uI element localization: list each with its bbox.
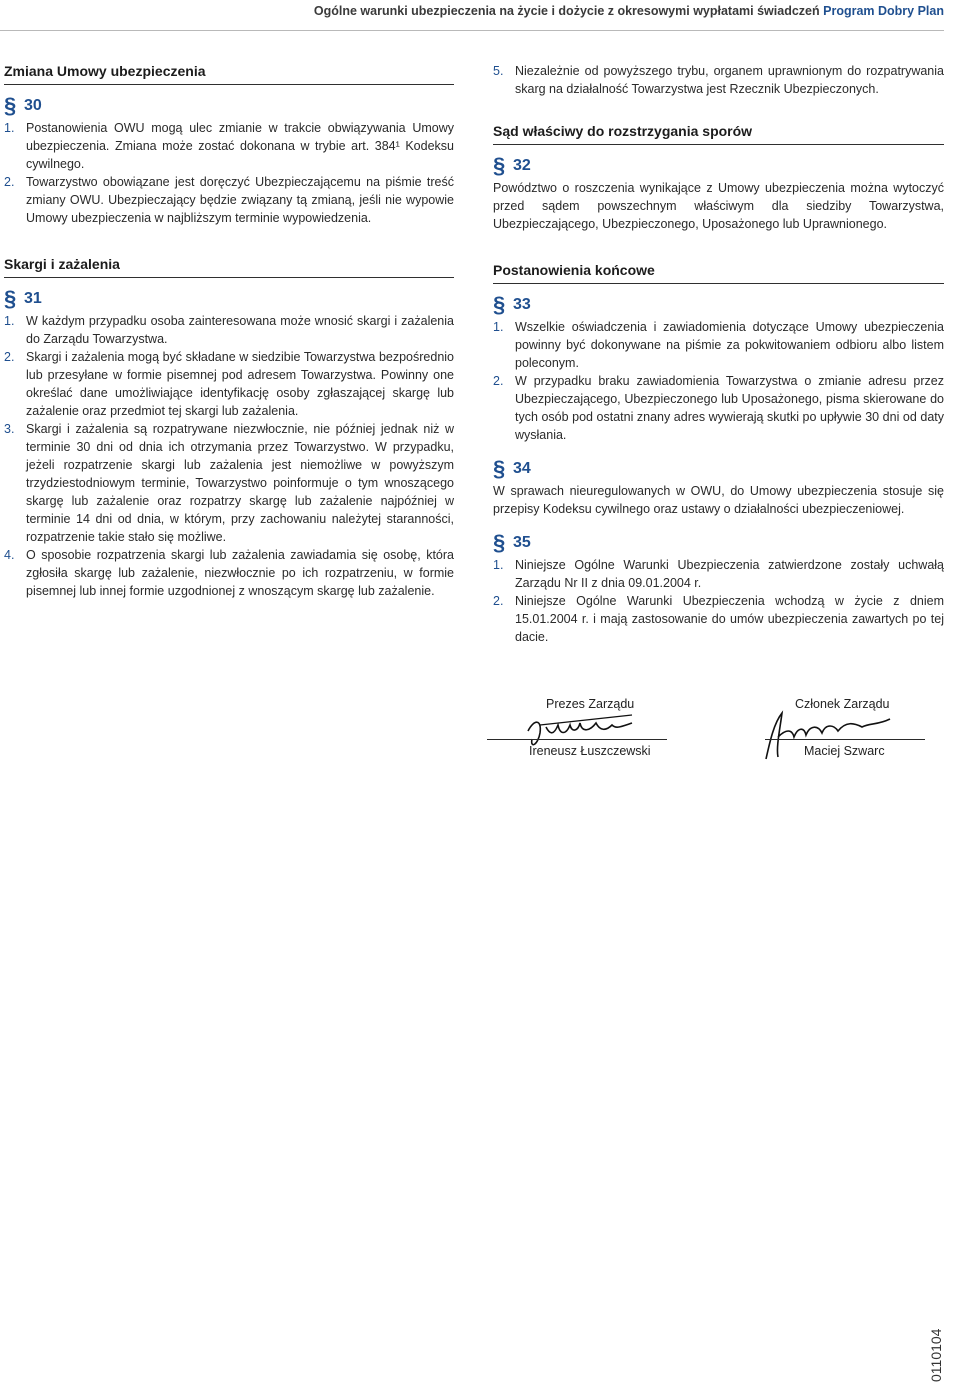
list-item <box>4 546 454 600</box>
signature-line-left <box>487 739 667 740</box>
item-number: 2. <box>4 175 15 189</box>
item-text: Towarzystwo obowiązane jest doręczyć Ubezpieczającemu na piśmie treść zmiany OWU. Ubezpieczający będzie związany tą zmianą, jeśli nie wypowie Umowy ubezpieczenia w najbliższym terminie wypowiedzenia. <box>26 175 454 225</box>
paragraph-34-text: W sprawach nieuregulowanych w OWU, do Umowy ubezpieczenia stosuje się przepisy Kodeksu cywilnego oraz ustawy o działalności ubezpieczeniowej. <box>493 484 944 516</box>
section-symbol: § <box>493 153 506 178</box>
item-text: Niniejsze Ogólne Warunki Ubezpieczenia zatwierdzone zostały uchwałą Zarządu Nr II z dnia 09.01.2004 r. <box>515 558 944 590</box>
item-number: 2. <box>493 374 504 388</box>
signature-title-right: Członek Zarządu <box>795 697 890 711</box>
list-item <box>4 312 454 348</box>
list-item <box>493 556 944 592</box>
right-column <box>493 62 944 646</box>
list-item <box>493 372 944 444</box>
item-text: Niezależnie od powyższego trybu, organem uprawnionym do rozpatrywania skarg na działalność Towarzystwa jest Rzecznik Ubezpieczonych. <box>515 64 944 96</box>
paragraph-35 <box>493 532 944 554</box>
header-title <box>314 4 944 18</box>
item-number: 5. <box>493 64 504 78</box>
signature-right-icon <box>758 707 898 767</box>
list-item <box>4 173 454 227</box>
signature-line-right <box>765 739 925 740</box>
list-item <box>4 119 454 173</box>
item-number: 1. <box>493 558 504 572</box>
item-number: 4. <box>4 548 15 562</box>
paragraph-number: 34 <box>513 460 531 477</box>
item-text: W każdym przypadku osoba zainteresowana może wnosić skargi i zażalenia do Zarządu Towarzystwa. <box>26 314 454 346</box>
section-heading-postanowienia: Postanowienia końcowe <box>493 261 944 284</box>
list-item <box>4 348 454 420</box>
section-symbol: § <box>4 286 17 311</box>
list-30 <box>4 119 454 227</box>
section-heading-zmiana: Zmiana Umowy ubezpieczenia <box>4 62 454 85</box>
paragraph-32 <box>493 155 944 177</box>
document-code: 0110104 <box>928 1328 944 1382</box>
list-33 <box>493 318 944 444</box>
item-number: 3. <box>4 422 15 436</box>
paragraph-33 <box>493 294 944 316</box>
item-text: Niniejsze Ogólne Warunki Ubezpieczenia wchodzą w życie z dniem 15.01.2004 r. i mają zastosowanie do umów ubezpieczenia zawartych po tej dacie. <box>515 594 944 644</box>
paragraph-31 <box>4 288 454 310</box>
paragraph-number: 35 <box>513 534 531 551</box>
paragraph-number: 33 <box>513 296 531 313</box>
item-text: O sposobie rozpatrzenia skargi lub zażalenia zawiadamia się osobę, która zgłosiła skargę lub zażalenie, niezwłocznie po ich rozpatrzeniu, w formie pisemnej lub innej formie uzgodnionej z wnoszącym skargę lub zażalenie. <box>26 548 454 598</box>
item-text: Wszelkie oświadczenia i zawiadomienia dotyczące Umowy ubezpieczenia powinny być dokonywane na piśmie za pokwitowaniem odbioru albo listem poleconym. <box>515 320 944 370</box>
item-number: 1. <box>4 121 15 135</box>
item-text: Skargi i zażalenia mogą być składane w siedzibie Towarzystwa bezpośrednio lub przesyłane w formie pisemnej pod adresem Towarzystwa. Powinny one określać dane umożliwiające identyfikację osoby zgłaszającej skargę lub zażalenie oraz przedmiot tej skargi lub zażalenia. <box>26 350 454 418</box>
section-symbol: § <box>493 530 506 555</box>
paragraph-number: 30 <box>24 97 42 114</box>
list-item <box>4 420 454 546</box>
list-item <box>493 62 944 98</box>
header-brand: Program Dobry Plan <box>823 4 944 18</box>
signature-title-left: Prezes Zarządu <box>546 697 635 711</box>
section-symbol: § <box>493 456 506 481</box>
item-number: 1. <box>4 314 15 328</box>
item-number: 1. <box>493 320 504 334</box>
list-item <box>493 592 944 646</box>
item-number: 2. <box>493 594 504 608</box>
list-35 <box>493 556 944 646</box>
item-text: W przypadku braku zawiadomienia Towarzystwa o zmianie adresu przez Ubezpieczającego, Ubezpieczonego lub Uposażonego, pisma skierowane do tych osób pod ostatni znany adres wywierają skutki po upływie 30 dni od daty wysłania. <box>515 374 944 442</box>
page-header <box>0 0 944 31</box>
signature-name-left: Ireneusz Łuszczewski <box>529 744 651 758</box>
list-item <box>493 318 944 372</box>
paragraph-34 <box>493 458 944 480</box>
section-symbol: § <box>493 292 506 317</box>
section-heading-skargi: Skargi i zażalenia <box>4 255 454 278</box>
section-symbol: § <box>4 93 17 118</box>
item-text: Postanowienia OWU mogą ulec zmianie w trakcie obwiązywania Umowy ubezpieczenia. Zmiana może zostać dokonana w trybie art. 384¹ Kodeksu cywilnego. <box>26 121 454 171</box>
paragraph-30 <box>4 95 454 117</box>
paragraph-number: 31 <box>24 290 42 307</box>
paragraph-number: 32 <box>513 157 531 174</box>
signature-name-right: Maciej Szwarc <box>804 744 885 758</box>
list-31 <box>4 312 454 600</box>
header-title-text: Ogólne warunki ubezpieczenia na życie i dożycie z okresowymi wypłatami świadczeń <box>313 4 820 18</box>
left-column <box>4 62 454 600</box>
item-text: Skargi i zażalenia są rozpatrywane niezwłocznie, nie później jednak niż w terminie 30 dni od dnia ich otrzymania przez Towarzystwo. W przypadku, jeżeli rozpatrzenie skargi lub zażalenia jest niemożliwe w powyższym trzydziestodniowym terminie, Towarzystwo poinformuje o tym wnoszącego skargę lub zażalenie oraz rozpatrzy skargę lub zażalenie najpóźniej w terminie 14 dni od dnia, w którym, przy zachowaniu należytej staranności, rozpatrzenie takie stało się możliwe. <box>26 422 454 544</box>
list-31-continued <box>493 62 944 98</box>
item-number: 2. <box>4 350 15 364</box>
paragraph-32-text: Powództwo o roszczenia wynikające z Umowy ubezpieczenia można wytoczyć przed sądem powszechnym właściwym dla siedziby Towarzystwa, Ubezpieczającego, Ubezpieczonego, Uposażonego lub Uprawnionego. <box>493 181 944 231</box>
section-heading-sad: Sąd właściwy do rozstrzygania sporów <box>493 122 944 145</box>
